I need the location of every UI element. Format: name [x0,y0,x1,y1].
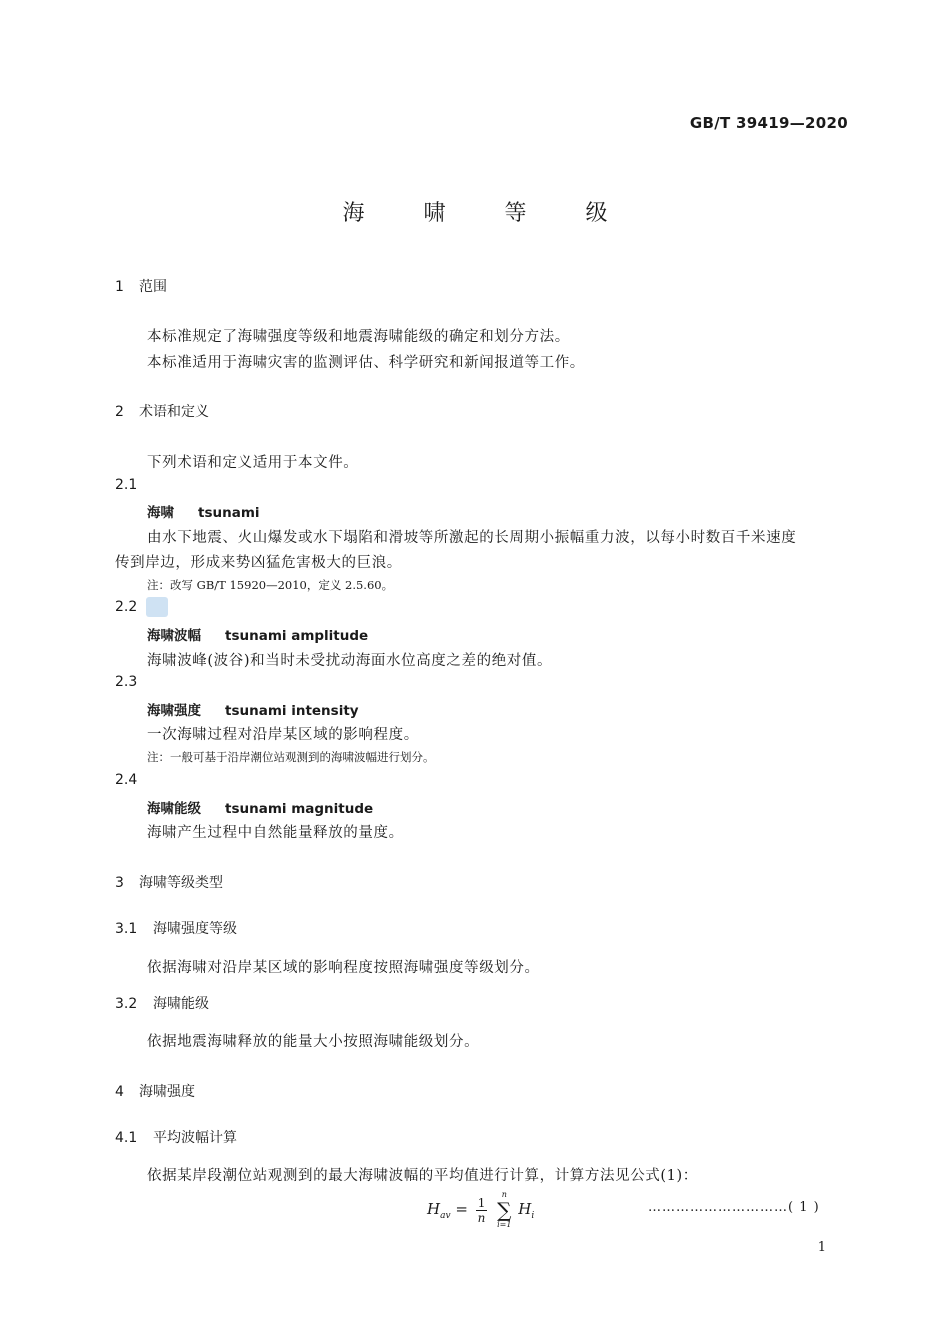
standard-number: GB/T 39419—2020 [689,114,848,132]
formula-label-row [648,1200,820,1215]
paragraph: 下列术语和定义适用于本文件。 [147,455,359,471]
paragraph: 依据海啸对沿岸某区域的影响程度按照海啸强度等级划分。 [147,960,540,976]
subsection-number: 3.2 [115,996,138,1012]
section-title: 术语和定义 [139,404,209,420]
formula-number: ( 1 ) [788,1200,820,1215]
paragraph: 依据某岸段潮位站观测到的最大海啸波幅的平均值进行计算，计算方法见公式(1)： [147,1168,698,1184]
definition: 一次海啸过程对沿岸某区域的影响程度。 [147,727,419,743]
sigma-icon: ∑ [497,1198,512,1222]
subsection-title: 海啸能级 [153,996,209,1012]
note: 注：一般可基于沿岸潮位站观测到的海啸波幅进行划分。 [147,750,435,764]
document-title: 海 啸 等 级 [342,201,634,226]
term-number: 2.1 [115,477,138,493]
formula-fraction [476,1196,488,1225]
note: 注：改写 GB/T 15920—2010，定义 2.5.60。 [147,578,394,592]
term-en: tsunami magnitude [225,801,374,817]
section-3-heading [115,872,223,892]
section-1-heading [115,276,167,296]
subsection-title: 平均波幅计算 [153,1130,237,1146]
term-entry [147,699,359,719]
section-number: 4 [115,1084,124,1100]
sum-lower: i=1 [497,1220,512,1229]
paragraph: 本标准适用于海啸灾害的监测评估、科学研究和新闻报道等工作。 [147,355,585,371]
section-title: 海啸强度 [139,1084,195,1100]
sac-logo-icon [146,597,168,617]
definition: 传到岸边，形成来势凶猛危害极大的巨浪。 [115,555,402,571]
fraction-denominator: n [477,1210,486,1225]
formula-term-sub: i [531,1211,535,1221]
subsection-3-2-heading [115,993,209,1013]
subsection-3-1-heading [115,918,237,938]
term-entry [147,797,373,817]
formula-lhs-sub: av [440,1211,451,1221]
subsection-title: 海啸强度等级 [153,921,237,937]
section-number: 2 [115,404,124,420]
formula-lhs: H [427,1200,441,1218]
term-zh: 海啸能级 [147,801,201,817]
term-entry [147,501,260,521]
term-entry [147,624,368,644]
definition: 由水下地震、火山爆发或水下塌陷和滑坡等所激起的长周期小振幅重力波，以每小时数百千米速度 [147,530,797,546]
term-number: 2.4 [115,772,138,788]
section-number: 1 [115,279,124,295]
summation [497,1190,511,1230]
section-title: 范围 [139,279,167,295]
term-number: 2.2 [115,599,138,615]
term-zh: 海啸波幅 [147,628,201,644]
paragraph: 本标准规定了海啸强度等级和地震海啸能级的确定和划分方法。 [147,329,570,345]
formula-term: H [518,1200,532,1218]
term-zh: 海啸强度 [147,703,201,719]
term-zh: 海啸 [147,505,174,521]
leader-dots: ………………………… [648,1200,788,1215]
sum-upper: n [501,1190,507,1199]
paragraph: 依据地震海啸释放的能量大小按照海啸能级划分。 [147,1034,480,1050]
section-4-heading [115,1081,195,1101]
section-title: 海啸等级类型 [139,875,223,891]
fraction-numerator: 1 [477,1195,486,1210]
section-number: 3 [115,875,124,891]
definition: 海啸产生过程中自然能量释放的量度。 [147,825,404,841]
term-en: tsunami amplitude [225,628,369,644]
subsection-number: 4.1 [115,1130,138,1146]
subsection-number: 3.1 [115,921,138,937]
page-number: 1 [817,1240,826,1255]
section-2-heading [115,401,209,421]
term-en: tsunami intensity [225,703,359,719]
term-number: 2.3 [115,674,138,690]
formula-1 [427,1190,534,1230]
formula-equals: = [455,1200,468,1218]
subsection-4-1-heading [115,1127,237,1147]
definition: 海啸波峰(波谷)和当时未受扰动海面水位高度之差的绝对值。 [147,653,553,669]
term-en: tsunami [198,505,260,521]
